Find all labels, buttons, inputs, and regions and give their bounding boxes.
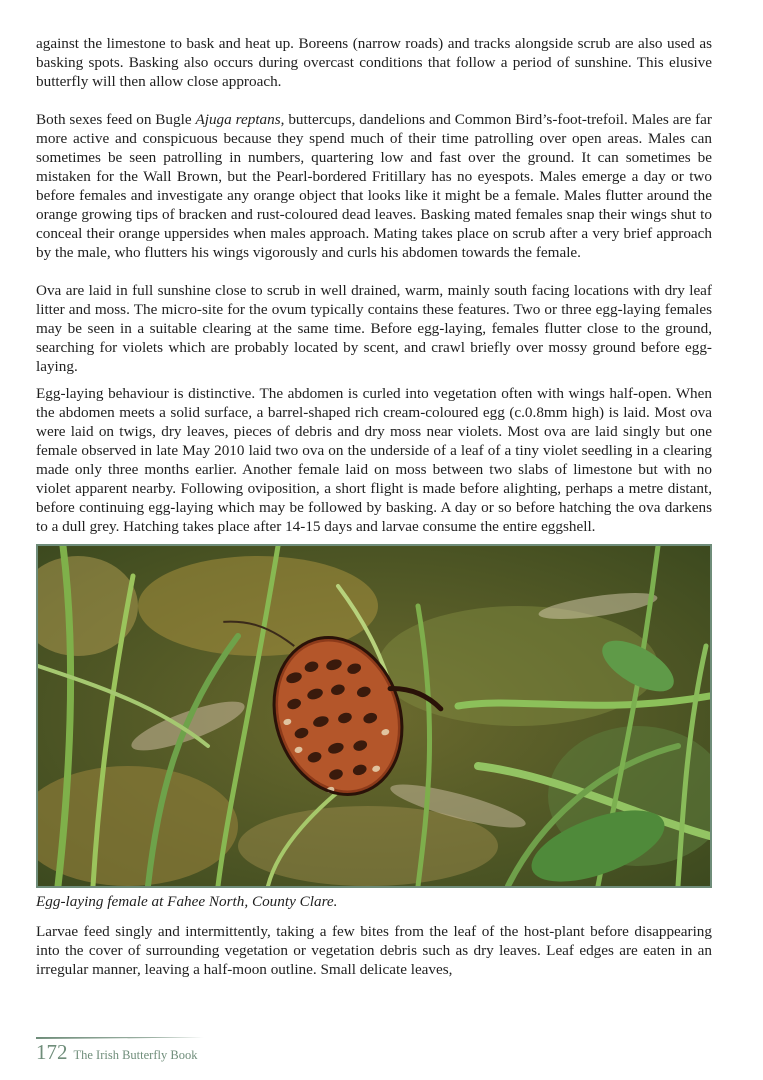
photo-illustration [38, 546, 710, 886]
paragraph-ova: Ova are laid in full sunshine close to scrub in well drained, warm, mainly south facing locations with dry leaf litter and moss. The micro-site for the ovum typically contains these features. Two or three egg-laying females may be seen in a suitable clearing at the same time. Before egg-laying, females flutter close to the ground, searching for violets which are probably located by scent, and crawl briefly over mossy ground before egg-laying. [36, 282, 712, 375]
paragraph-feeding-intro: Both sexes feed on Bugle [36, 111, 196, 128]
paragraph-basking: against the limestone to bask and heat up. Boreens (narrow roads) and tracks alongside scrub are also used as basking spots. Basking also occurs during overcast conditions that follow a period of sunshine. This elusive butterfly will then allow close approach. [36, 35, 712, 90]
photo-caption: Egg-laying female at Fahee North, County Clare. [36, 893, 338, 910]
page-body [36, 34, 712, 979]
butterfly-photo [36, 544, 712, 888]
book-title: The Irish Butterfly Book [73, 1048, 198, 1062]
paragraph-egg-laying: Egg-laying behaviour is distinctive. The abdomen is curled into vegetation often with wings half-open. When the abdomen meets a solid surface, a barrel-shaped rich cream-coloured egg (c.0.8mm high) is laid. Most ova were laid on twigs, dry leaves, pieces of debris and dry moss near violets. Most ova are laid singly but one female observed in late May 2010 laid two ova on the underside of a leaf of a tiny violet seedling in a clearing made only three months earlier. Another female laid on moss between two slabs of limestone but with no violet apparent nearby. Following oviposition, a short flight is made before alighting, perhaps a metre distant, before continuing egg-laying which may be followed by basking. A day or so before hatching the ova darkens to a dull grey. Hatching takes place after 14-15 days and larvae consume the entire eggshell. [36, 385, 712, 535]
paragraph-larvae: Larvae feed singly and intermittently, taking a few bites from the leaf of the host-plant before disappearing into the cover of surrounding vegetation or vegetation debris such as dry leaves. Leaf edges are eaten in an irregular manner, leaving a half-moon outline. Small delicate leaves, [36, 923, 712, 978]
page-footer [36, 1040, 197, 1065]
page-number: 172 [36, 1040, 68, 1064]
paragraph-feeding-body: , buttercups, dandelions and Common Bird’s-foot-trefoil. Males are far more active and conspicuous because they spend much of their time patrolling over open areas. Males can sometimes be seen patrolling in numbers, quartering low and fast over the ground. It can sometimes be mistaken for the Wall Brown, but the Pearl-bordered Fritillary has no eyespots. Males emerge a day or two before females and investigate any orange object that looks like it might be a female. Males flutter around the orange growing tips of bracken and rust-coloured dead leaves. Basking mated females snap their wings shut to conceal their orange uppersides when males approach. Mating takes place on scrub after a very brief approach by the male, who flutters his wings vigorously and curls his abdomen towards the female. [36, 111, 712, 261]
paragraph-feeding [36, 110, 712, 262]
species-name: Ajuga reptans [195, 111, 281, 128]
